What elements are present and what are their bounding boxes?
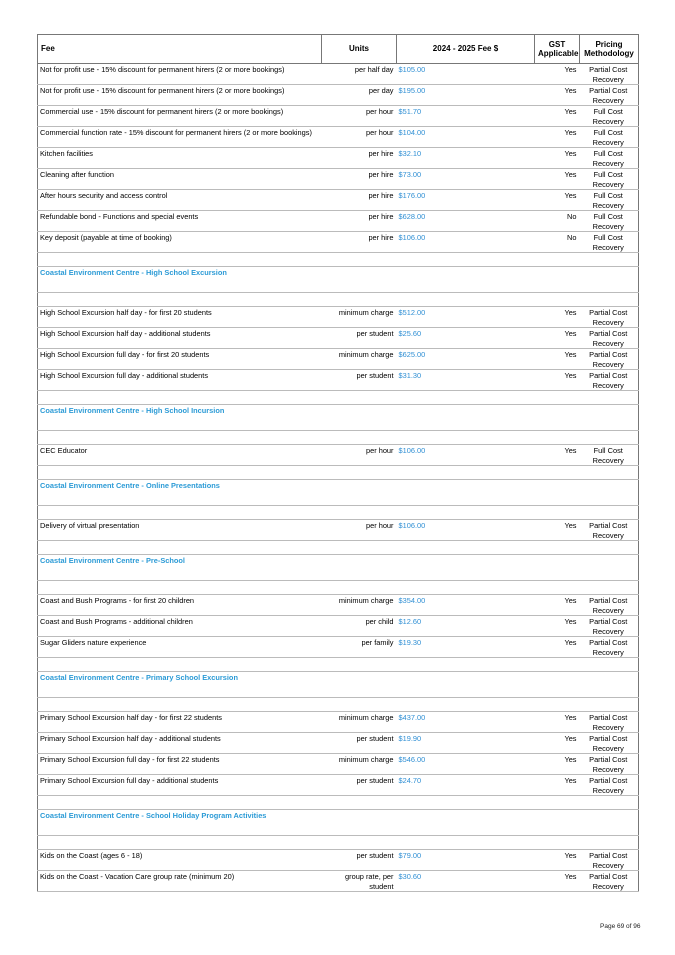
units-cell: group rate, per student (322, 871, 397, 892)
table-header-row (38, 35, 639, 64)
units-cell: per hour (322, 127, 397, 148)
section-gap (38, 541, 639, 555)
section-gap (38, 391, 639, 405)
method-cell: Partial Cost Recovery (580, 64, 639, 85)
section-gap-cell (38, 796, 639, 810)
table-row (38, 370, 639, 391)
method-cell: Full Cost Recovery (580, 127, 639, 148)
fee-cell: Coast and Bush Programs - for first 20 children (38, 595, 322, 616)
method-cell: Partial Cost Recovery (580, 871, 639, 892)
table-row (38, 616, 639, 637)
fee-cell: Sugar Gliders nature experience (38, 637, 322, 658)
section-header-row (38, 810, 639, 836)
section-title: Coastal Environment Centre - Pre-School (38, 555, 639, 581)
units-cell: per student (322, 850, 397, 871)
amount-cell: $51.70 (397, 106, 535, 127)
gst-cell: Yes (535, 85, 580, 106)
table-row (38, 211, 639, 232)
amount-cell: $437.00 (397, 712, 535, 733)
section-gap-cell (38, 836, 639, 850)
table-row (38, 754, 639, 775)
table-row (38, 106, 639, 127)
section-gap (38, 466, 639, 480)
method-cell: Partial Cost Recovery (580, 775, 639, 796)
units-cell: per student (322, 733, 397, 754)
section-header-row (38, 555, 639, 581)
table-row (38, 64, 639, 85)
units-cell: per half day (322, 64, 397, 85)
fee-cell: Commercial use - 15% discount for permanent hirers (2 or more bookings) (38, 106, 322, 127)
fee-cell: Delivery of virtual presentation (38, 520, 322, 541)
fee-cell: Cleaning after function (38, 169, 322, 190)
section-gap (38, 836, 639, 850)
header-method: Pricing Methodology (580, 35, 639, 64)
method-cell: Partial Cost Recovery (580, 595, 639, 616)
fee-cell: High School Excursion full day - for first 20 students (38, 349, 322, 370)
fee-cell: Not for profit use - 15% discount for permanent hirers (2 or more bookings) (38, 85, 322, 106)
section-title: Coastal Environment Centre - High School Incursion (38, 405, 639, 431)
gst-cell: Yes (535, 754, 580, 775)
units-cell: per student (322, 328, 397, 349)
gst-cell: Yes (535, 445, 580, 466)
section-gap (38, 293, 639, 307)
section-title: Coastal Environment Centre - High School Excursion (38, 267, 639, 293)
section-gap-cell (38, 253, 639, 267)
section-header-row (38, 480, 639, 506)
method-cell: Partial Cost Recovery (580, 733, 639, 754)
amount-cell: $19.30 (397, 637, 535, 658)
amount-cell: $195.00 (397, 85, 535, 106)
table-row (38, 85, 639, 106)
amount-cell: $546.00 (397, 754, 535, 775)
fee-cell: Kids on the Coast (ages 6 - 18) (38, 850, 322, 871)
table-row (38, 307, 639, 328)
gst-cell: Yes (535, 850, 580, 871)
amount-cell: $24.70 (397, 775, 535, 796)
units-cell: per child (322, 616, 397, 637)
section-gap-cell (38, 581, 639, 595)
fee-cell: Refundable bond - Functions and special events (38, 211, 322, 232)
method-cell: Full Cost Recovery (580, 445, 639, 466)
section-gap (38, 698, 639, 712)
fee-cell: Primary School Excursion half day - for first 22 students (38, 712, 322, 733)
gst-cell: Yes (535, 370, 580, 391)
gst-cell: Yes (535, 733, 580, 754)
gst-cell: No (535, 211, 580, 232)
section-gap (38, 581, 639, 595)
header-amount: 2024 - 2025 Fee $ (397, 35, 535, 64)
table-row (38, 520, 639, 541)
gst-cell: Yes (535, 637, 580, 658)
amount-cell: $628.00 (397, 211, 535, 232)
table-row (38, 349, 639, 370)
units-cell: per hour (322, 106, 397, 127)
section-gap-cell (38, 658, 639, 672)
units-cell: per hire (322, 148, 397, 169)
table-row (38, 733, 639, 754)
section-header-row (38, 405, 639, 431)
units-cell: per student (322, 370, 397, 391)
fee-cell: Kitchen facilities (38, 148, 322, 169)
table-row (38, 148, 639, 169)
fee-cell: Not for profit use - 15% discount for permanent hirers (2 or more bookings) (38, 64, 322, 85)
method-cell: Partial Cost Recovery (580, 85, 639, 106)
units-cell: minimum charge (322, 349, 397, 370)
units-cell: per hire (322, 211, 397, 232)
section-gap-cell (38, 506, 639, 520)
section-gap-cell (38, 293, 639, 307)
table-row (38, 169, 639, 190)
amount-cell: $105.00 (397, 64, 535, 85)
amount-cell: $25.60 (397, 328, 535, 349)
amount-cell: $31.30 (397, 370, 535, 391)
fee-cell: High School Excursion half day - additional students (38, 328, 322, 349)
section-header-row (38, 267, 639, 293)
fee-cell: High School Excursion half day - for first 20 students (38, 307, 322, 328)
section-gap-cell (38, 431, 639, 445)
table-row (38, 328, 639, 349)
amount-cell: $32.10 (397, 148, 535, 169)
amount-cell: $106.00 (397, 445, 535, 466)
method-cell: Partial Cost Recovery (580, 520, 639, 541)
method-cell: Full Cost Recovery (580, 211, 639, 232)
table-row (38, 190, 639, 211)
header-gst: GST Applicable (535, 35, 580, 64)
header-units: Units (322, 35, 397, 64)
section-gap (38, 796, 639, 810)
units-cell: minimum charge (322, 307, 397, 328)
table-row (38, 850, 639, 871)
units-cell: per hour (322, 520, 397, 541)
gst-cell: Yes (535, 64, 580, 85)
method-cell: Full Cost Recovery (580, 232, 639, 253)
method-cell: Partial Cost Recovery (580, 349, 639, 370)
gst-cell: Yes (535, 712, 580, 733)
amount-cell: $73.00 (397, 169, 535, 190)
amount-cell: $354.00 (397, 595, 535, 616)
method-cell: Full Cost Recovery (580, 148, 639, 169)
gst-cell: Yes (535, 190, 580, 211)
fee-cell: CEC Educator (38, 445, 322, 466)
fee-table (37, 34, 639, 892)
gst-cell: Yes (535, 106, 580, 127)
amount-cell: $176.00 (397, 190, 535, 211)
amount-cell: $19.90 (397, 733, 535, 754)
method-cell: Partial Cost Recovery (580, 712, 639, 733)
fee-cell: Primary School Excursion full day - additional students (38, 775, 322, 796)
method-cell: Full Cost Recovery (580, 190, 639, 211)
gst-cell: Yes (535, 169, 580, 190)
section-gap-cell (38, 391, 639, 405)
header-fee: Fee (38, 35, 322, 64)
amount-cell: $104.00 (397, 127, 535, 148)
fee-cell: Primary School Excursion half day - additional students (38, 733, 322, 754)
gst-cell: Yes (535, 520, 580, 541)
section-title: Coastal Environment Centre - School Holiday Program Activities (38, 810, 639, 836)
section-gap-cell (38, 541, 639, 555)
amount-cell: $30.60 (397, 871, 535, 892)
table-row (38, 775, 639, 796)
method-cell: Partial Cost Recovery (580, 850, 639, 871)
section-gap (38, 431, 639, 445)
section-gap-cell (38, 698, 639, 712)
method-cell: Partial Cost Recovery (580, 616, 639, 637)
page-number: Page 69 of 96 (600, 923, 641, 930)
amount-cell: $79.00 (397, 850, 535, 871)
method-cell: Partial Cost Recovery (580, 328, 639, 349)
units-cell: per hire (322, 232, 397, 253)
amount-cell: $12.60 (397, 616, 535, 637)
fee-cell: High School Excursion full day - additional students (38, 370, 322, 391)
table-row (38, 127, 639, 148)
units-cell: per hire (322, 190, 397, 211)
gst-cell: Yes (535, 775, 580, 796)
fee-cell: Kids on the Coast - Vacation Care group rate (minimum 20) (38, 871, 322, 892)
fee-cell: Key deposit (payable at time of booking) (38, 232, 322, 253)
units-cell: per hire (322, 169, 397, 190)
method-cell: Partial Cost Recovery (580, 754, 639, 775)
method-cell: Full Cost Recovery (580, 106, 639, 127)
gst-cell: Yes (535, 871, 580, 892)
gst-cell: No (535, 232, 580, 253)
table-row (38, 232, 639, 253)
table-row (38, 871, 639, 892)
section-gap (38, 658, 639, 672)
section-gap-cell (38, 466, 639, 480)
gst-cell: Yes (535, 127, 580, 148)
units-cell: per family (322, 637, 397, 658)
units-cell: minimum charge (322, 595, 397, 616)
units-cell: per hour (322, 445, 397, 466)
section-title: Coastal Environment Centre - Primary School Excursion (38, 672, 639, 698)
amount-cell: $106.00 (397, 520, 535, 541)
table-row (38, 712, 639, 733)
amount-cell: $625.00 (397, 349, 535, 370)
gst-cell: Yes (535, 349, 580, 370)
fee-cell: Commercial function rate - 15% discount for permanent hirers (2 or more bookings) (38, 127, 322, 148)
gst-cell: Yes (535, 328, 580, 349)
method-cell: Full Cost Recovery (580, 169, 639, 190)
section-gap (38, 506, 639, 520)
fee-cell: Primary School Excursion full day - for first 22 students (38, 754, 322, 775)
units-cell: per student (322, 775, 397, 796)
gst-cell: Yes (535, 148, 580, 169)
units-cell: minimum charge (322, 712, 397, 733)
method-cell: Partial Cost Recovery (580, 637, 639, 658)
units-cell: minimum charge (322, 754, 397, 775)
amount-cell: $106.00 (397, 232, 535, 253)
table-body (38, 64, 639, 892)
section-header-row (38, 672, 639, 698)
gst-cell: Yes (535, 595, 580, 616)
fee-cell: After hours security and access control (38, 190, 322, 211)
section-title: Coastal Environment Centre - Online Presentations (38, 480, 639, 506)
table-row (38, 445, 639, 466)
method-cell: Partial Cost Recovery (580, 307, 639, 328)
units-cell: per day (322, 85, 397, 106)
gst-cell: Yes (535, 307, 580, 328)
table-row (38, 595, 639, 616)
method-cell: Partial Cost Recovery (580, 370, 639, 391)
section-gap (38, 253, 639, 267)
gst-cell: Yes (535, 616, 580, 637)
table-row (38, 637, 639, 658)
amount-cell: $512.00 (397, 307, 535, 328)
fee-cell: Coast and Bush Programs - additional children (38, 616, 322, 637)
